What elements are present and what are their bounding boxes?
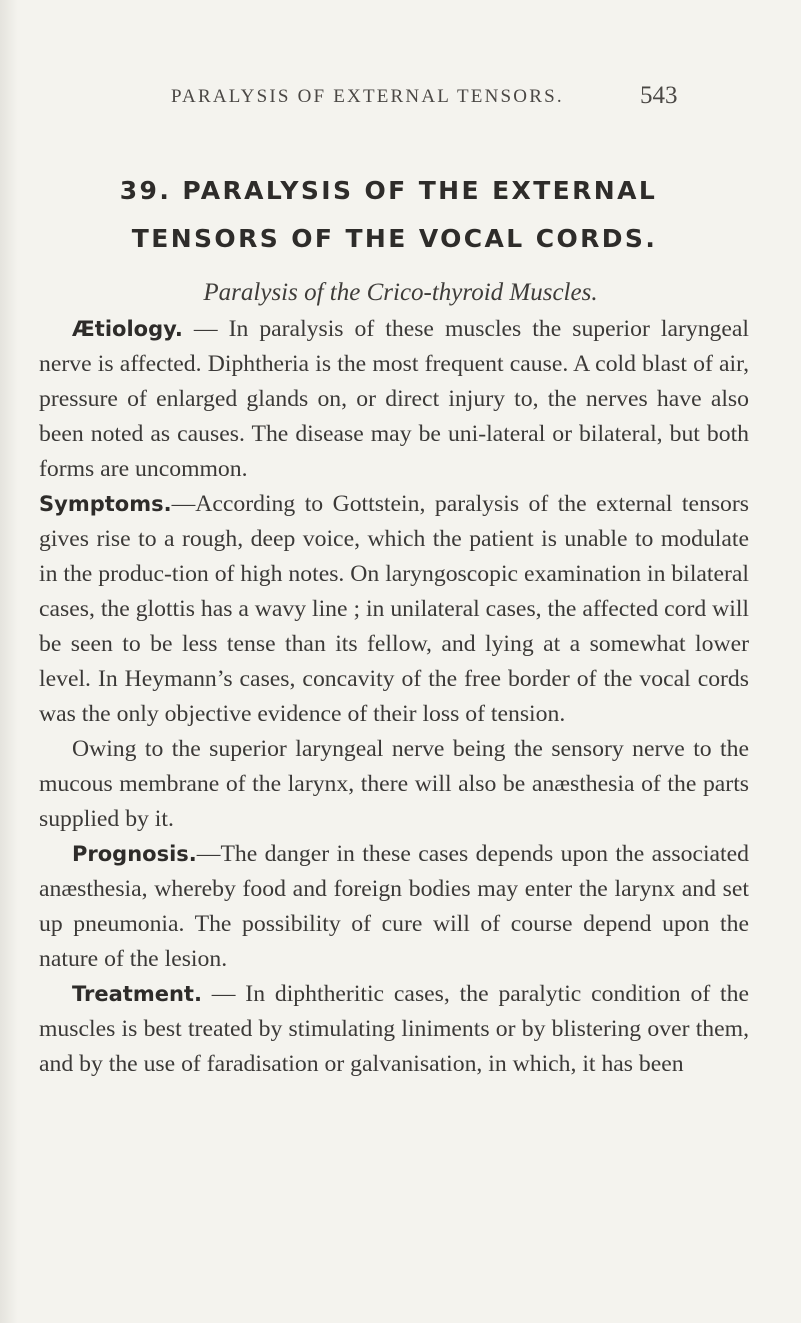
paragraph-text: —The danger in these cases depends upon the associated anæsthesia, whereby food and foreign bodies may enter the larynx and set up pneumonia. The possibility of cure will of course depend upon the nature of the lesion. xyxy=(39,841,749,972)
runin-heading-symptoms: Symptoms. xyxy=(39,492,172,516)
paragraph-text: Owing to the superior laryngeal nerve being the sensory nerve to the mucous membrane of the larynx, there will also be anæsthesia of the parts supplied by it. xyxy=(39,736,749,832)
chapter-heading-line-2: TENSORS OF THE VOCAL CORDS. xyxy=(131,224,658,253)
running-head-title: PARALYSIS OF EXTERNAL TENSORS. xyxy=(171,86,564,107)
paragraph-aetiology xyxy=(39,312,749,487)
paragraph-treatment xyxy=(39,977,749,1082)
paragraph-text: — In diphtheritic cases, the paralytic condition of the muscles is best treated by stimulating liniments or by blistering over them, and by the use of faradisation or galvanisation, in which, it has been xyxy=(39,981,749,1077)
runin-heading-aetiology: Ætiology. xyxy=(72,317,183,341)
page-number: 543 xyxy=(640,82,678,109)
paragraph-symptoms xyxy=(39,487,749,732)
runin-heading-treatment: Treatment. xyxy=(72,982,202,1006)
section-subheading: Paralysis of the Crico-thyroid Muscles. xyxy=(203,279,598,306)
paragraph-text: —According to Gottstein, paralysis of the external tensors gives rise to a rough, deep voice, which the patient is unable to modulate in the produc-tion of high notes. On laryngoscopic examination in bilateral cases, the glottis has a wavy line ; in unilateral cases, the affected cord will be seen to be less tense than its fellow, and lying at a somewhat lower level. In Heymann’s cases, concavity of the free border of the vocal cords was the only objective evidence of their loss of tension. xyxy=(39,491,749,727)
paragraph-prognosis xyxy=(39,837,749,977)
body-text xyxy=(39,312,749,1082)
paragraph-text: — In paralysis of these muscles the superior laryngeal nerve is affected. Diphtheria is the most frequent cause. A cold blast of air, pressure of enlarged glands on, or direct injury to, the nerves have also been noted as causes. The disease may be uni-lateral or bilateral, but both forms are uncommon. xyxy=(39,316,749,482)
runin-heading-prognosis: Prognosis. xyxy=(72,842,197,866)
paragraph-owing xyxy=(39,732,749,837)
chapter-heading-line-1: 39. PARALYSIS OF THE EXTERNAL xyxy=(119,176,658,205)
